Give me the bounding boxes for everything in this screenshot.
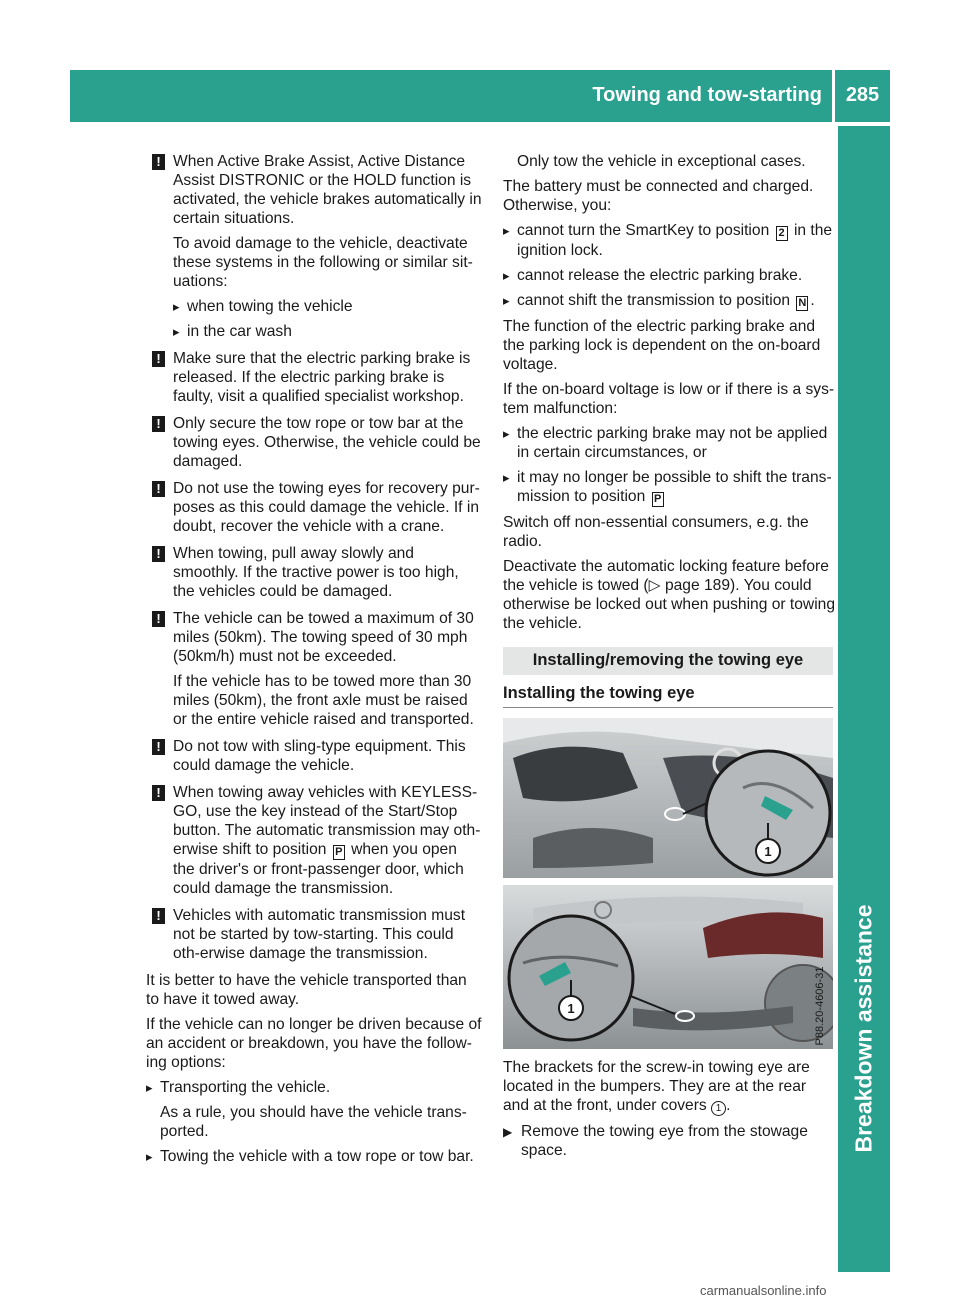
paragraph: The battery must be connected and charged. Otherwise, you: [503,178,814,214]
paragraph [503,1058,835,1116]
list-item: ▸ in the car wash [173,322,482,341]
paragraph: It is better to have the vehicle transported than to have it towed away. [146,972,467,1008]
text-span: Deactivate the automatic locking feature before the vehicle is towed ( [503,558,829,594]
paragraph: Only tow the vehicle in exceptional cases. [517,153,806,170]
text-span: When towing away vehicles with KEYLESS-GO, use the key instead of the Start/Stop button. The automatic transmission may oth-erwise shift to position [173,784,481,858]
warning-icon: ! [152,785,165,801]
paragraph: As a rule, you should have the vehicle trans-ported. [160,1104,467,1140]
subsection-heading: Installing the towing eye [503,684,695,702]
text-span: cannot turn the SmartKey to position [517,222,770,239]
warning-note [146,737,482,775]
warning-text: Do not tow with sling-type equipment. This could damage the vehicle. [173,738,466,774]
callout-1-icon: 1 [711,1101,726,1116]
warning-text: When Active Brake Assist, Active Distance Assist DISTRONIC or the HOLD function is activated, the vehicle brakes automatically in certain situations. [173,153,482,227]
list-item: ▸ when towing the vehicle [173,297,482,316]
text-span: it may no longer be possible to shift the trans-mission to position [517,469,832,505]
warning-icon: ! [152,739,165,755]
callout-1-label: 1 [567,1001,575,1016]
warning-icon: ! [152,611,165,627]
list-item [503,468,835,507]
section-heading: Installing/removing the towing eye [532,651,804,669]
list-item: ▸ Towing the vehicle with a tow rope or tow bar. [146,1147,482,1166]
list-item: ▸ Transporting the vehicle. [146,1078,482,1097]
gear-position-n-icon: N [796,296,808,311]
figure-code [808,966,832,1050]
gear-position-p-icon: P [333,845,345,860]
text-span: ). You could otherwise be locked out when pushing or towing the vehicle. [503,577,836,632]
list-item [503,221,835,260]
towing-eye-figure [503,718,833,1049]
page-reference-link[interactable]: ▷ page 189 [648,577,730,594]
car-bumper-illustration [503,718,833,1049]
headlight-shape [513,747,638,802]
paragraph: If the vehicle can no longer be driven because of an accident or breakdown, you have the follow-ing options: [146,1016,482,1071]
callout-1-label: 1 [764,844,772,859]
page-title: Towing and tow-starting [592,84,822,106]
warning-note [146,783,482,898]
gear-position-p-icon: P [652,492,664,507]
warning-note [146,544,482,601]
warning-note [146,349,482,406]
warning-icon: ! [152,908,165,924]
right-column [503,152,835,639]
key-position-2-icon: 2 [776,226,788,241]
warning-icon: ! [152,351,165,367]
warning-note [146,414,482,471]
right-column-bottom [503,1058,835,1166]
figure-code-text: P88.20-4606-31 [814,966,826,1046]
paragraph: If the on-board voltage is low or if there is a sys-tem malfunction: [503,381,835,417]
text-span: cannot shift the transmission to position [517,292,791,309]
warning-note [146,906,482,963]
instruction-step: ▶ Remove the towing eye from the stowage space. [503,1122,835,1160]
warning-text: If the vehicle has to be towed more than 30 miles (50km), the front axle must be raised or the entire vehicle raised and transported. [173,673,474,728]
text-span: in the ignition lock. [517,222,833,259]
warning-text: To avoid damage to the vehicle, deactivate these systems in the following or similar sit-uations: [173,235,473,290]
paragraph: Switch off non-essential consumers, e.g. the radio. [503,514,809,550]
warning-text: Vehicles with automatic transmission must not be started by tow-starting. This could oth-erwise damage the transmission. [173,907,466,962]
warning-icon: ! [152,546,165,562]
watermark: carmanualsonline.info [700,1283,827,1298]
warning-note [146,152,482,341]
text-span: . [810,292,815,309]
text-span: when you open the driver's or front-passenger door, which could damage the transmission. [173,841,464,897]
warning-text: Only secure the tow rope or tow bar at the towing eyes. Otherwise, the vehicle could be damaged. [173,415,481,470]
warning-icon: ! [152,416,165,432]
warning-note [146,609,482,729]
paragraph [503,557,835,633]
warning-text: Do not use the towing eyes for recovery pur-poses as this could damage the vehicle. If in doubt, recover the vehicle with a crane. [173,480,480,535]
side-tab [850,815,877,1235]
warning-text: When towing, pull away slowly and smoothly. If the tractive power is too high, the vehicles could be damaged. [173,545,459,600]
page-number: 285 [845,84,880,106]
warning-text [173,783,482,898]
detail-magnifier [509,916,633,1040]
warning-icon: ! [152,154,165,170]
list-item: ▸ the electric parking brake may not be applied in certain circumstances, or [503,424,835,462]
warning-text: Make sure that the electric parking brake is released. If the electric parking brake is faulty, visit a qualified specialist workshop. [173,350,471,405]
list-item [503,291,835,311]
left-column [146,152,482,1172]
warning-note [146,479,482,536]
side-tab-marker [850,1204,890,1244]
side-tab-label: Breakdown assistance [850,904,877,1153]
subsection-rule [503,707,833,708]
text-span: The brackets for the screw-in towing eye are located in the bumpers. They are at the rear and at the front, under covers [503,1059,810,1114]
warning-text: The vehicle can be towed a maximum of 30 miles (50km). The towing speed of 30 mph (50km/h) must not be exceeded. [173,610,474,665]
warning-icon: ! [152,481,165,497]
paragraph: The function of the electric parking brake and the parking lock is dependent on the on-board voltage. [503,318,821,373]
text-span: . [726,1097,731,1114]
list-item: ▸ cannot release the electric parking brake. [503,266,835,285]
